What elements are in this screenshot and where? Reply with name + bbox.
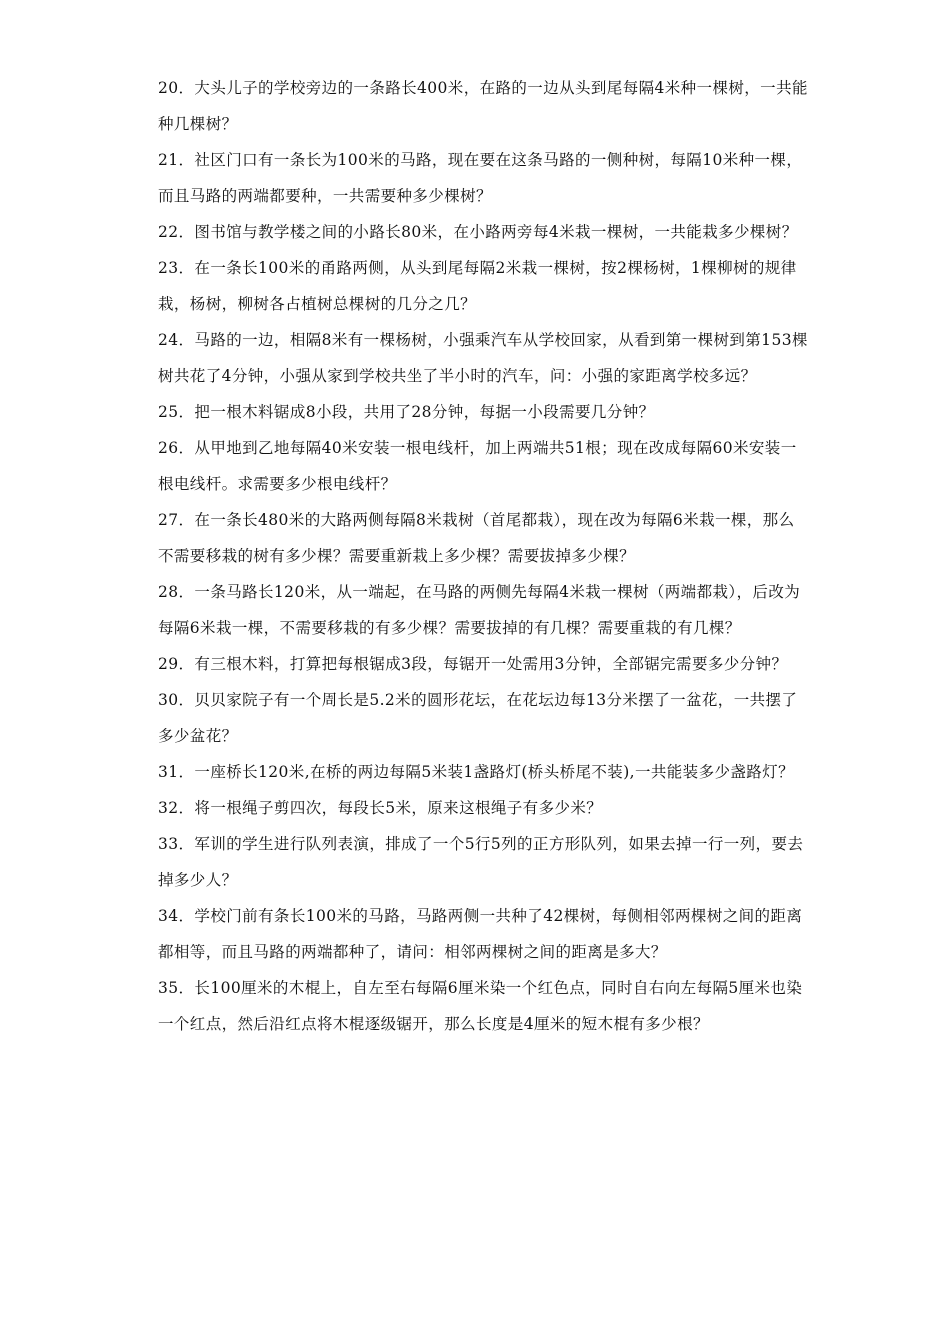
- question-27: [158, 502, 808, 574]
- question-26: [158, 430, 808, 502]
- question-28: [158, 574, 808, 646]
- question-25: [158, 394, 808, 430]
- question-text: 29．有三根木料，打算把每根锯成3段，每锯开一处需用3分钟，全部锯完需要多少分钟？: [158, 655, 788, 673]
- question-text: 30．贝贝家院子有一个周长是5.2米的圆形花坛，在花坛边每13分米摆了一盆花，一共摆了多少盆花？: [158, 691, 798, 745]
- question-text: 25．把一根木料锯成8小段，共用了28分钟，每据一小段需要几分钟？: [158, 403, 655, 421]
- question-34: [158, 898, 808, 970]
- question-24: [158, 322, 808, 394]
- question-23: [158, 250, 808, 322]
- question-29: [158, 646, 808, 682]
- question-text: 31．一座桥长120米,在桥的两边每隔5米装1盏路灯(桥头桥尾不装),一共能装多少盏路灯？: [158, 763, 794, 781]
- question-30: [158, 682, 808, 754]
- question-text: 21．社区门口有一条长为100米的马路，现在要在这条马路的一侧种树，每隔10米种一棵，而且马路的两端都要种，一共需要种多少棵树？: [158, 151, 803, 205]
- question-text: 33．军训的学生进行队列表演，排成了一个5行5列的正方形队列，如果去掉一行一列，要去掉多少人？: [158, 835, 804, 889]
- question-32: [158, 790, 808, 826]
- question-text: 24．马路的一边，相隔8米有一棵杨树，小强乘汽车从学校回家，从看到第一棵树到第153棵树共花了4分钟，小强从家到学校共坐了半小时的汽车，问：小强的家距离学校多远？: [158, 331, 808, 385]
- question-text: 20．大头儿子的学校旁边的一条路长400米，在路的一边从头到尾每隔4米种一棵树，一共能种几棵树？: [158, 79, 808, 133]
- question-text: 26．从甲地到乙地每隔40米安装一根电线杆，加上两端共51根；现在改成每隔60米安装一根电线杆。求需要多少根电线杆？: [158, 439, 797, 493]
- question-31: [158, 754, 808, 790]
- question-list: [158, 70, 808, 1042]
- question-35: [158, 970, 808, 1042]
- question-33: [158, 826, 808, 898]
- question-text: 23．在一条长100米的甬路两侧，从头到尾每隔2米栽一棵树，按2棵杨树，1棵柳树的规律栽，杨树，柳树各占植树总棵树的几分之几？: [158, 259, 797, 313]
- question-22: [158, 214, 808, 250]
- question-20: [158, 70, 808, 142]
- question-text: 32．将一根绳子剪四次，每段长5米，原来这根绳子有多少米？: [158, 799, 603, 817]
- question-text: 34．学校门前有条长100米的马路，马路两侧一共种了42棵树，每侧相邻两棵树之间的距离都相等，而且马路的两端都种了，请问：相邻两棵树之间的距离是多大？: [158, 907, 803, 961]
- question-text: 35．长100厘米的木棍上，自左至右每隔6厘米染一个红色点，同时自右向左每隔5厘米也染一个红点，然后沿红点将木棍逐级锯开，那么长度是4厘米的短木棍有多少根？: [158, 979, 803, 1033]
- question-21: [158, 142, 808, 214]
- question-text: 27．在一条长480米的大路两侧每隔8米栽树（首尾都栽），现在改为每隔6米栽一棵，那么不需要移栽的树有多少棵？需要重新栽上多少棵？需要拔掉多少棵？: [158, 511, 795, 565]
- question-text: 22．图书馆与教学楼之间的小路长80米，在小路两旁每4米栽一棵树，一共能栽多少棵树？: [158, 223, 798, 241]
- question-text: 28．一条马路长120米，从一端起，在马路的两侧先每隔4米栽一棵树（两端都栽），后改为每隔6米栽一棵，不需要移栽的有多少棵？需要拔掉的有几棵？需要重栽的有几棵？: [158, 583, 801, 637]
